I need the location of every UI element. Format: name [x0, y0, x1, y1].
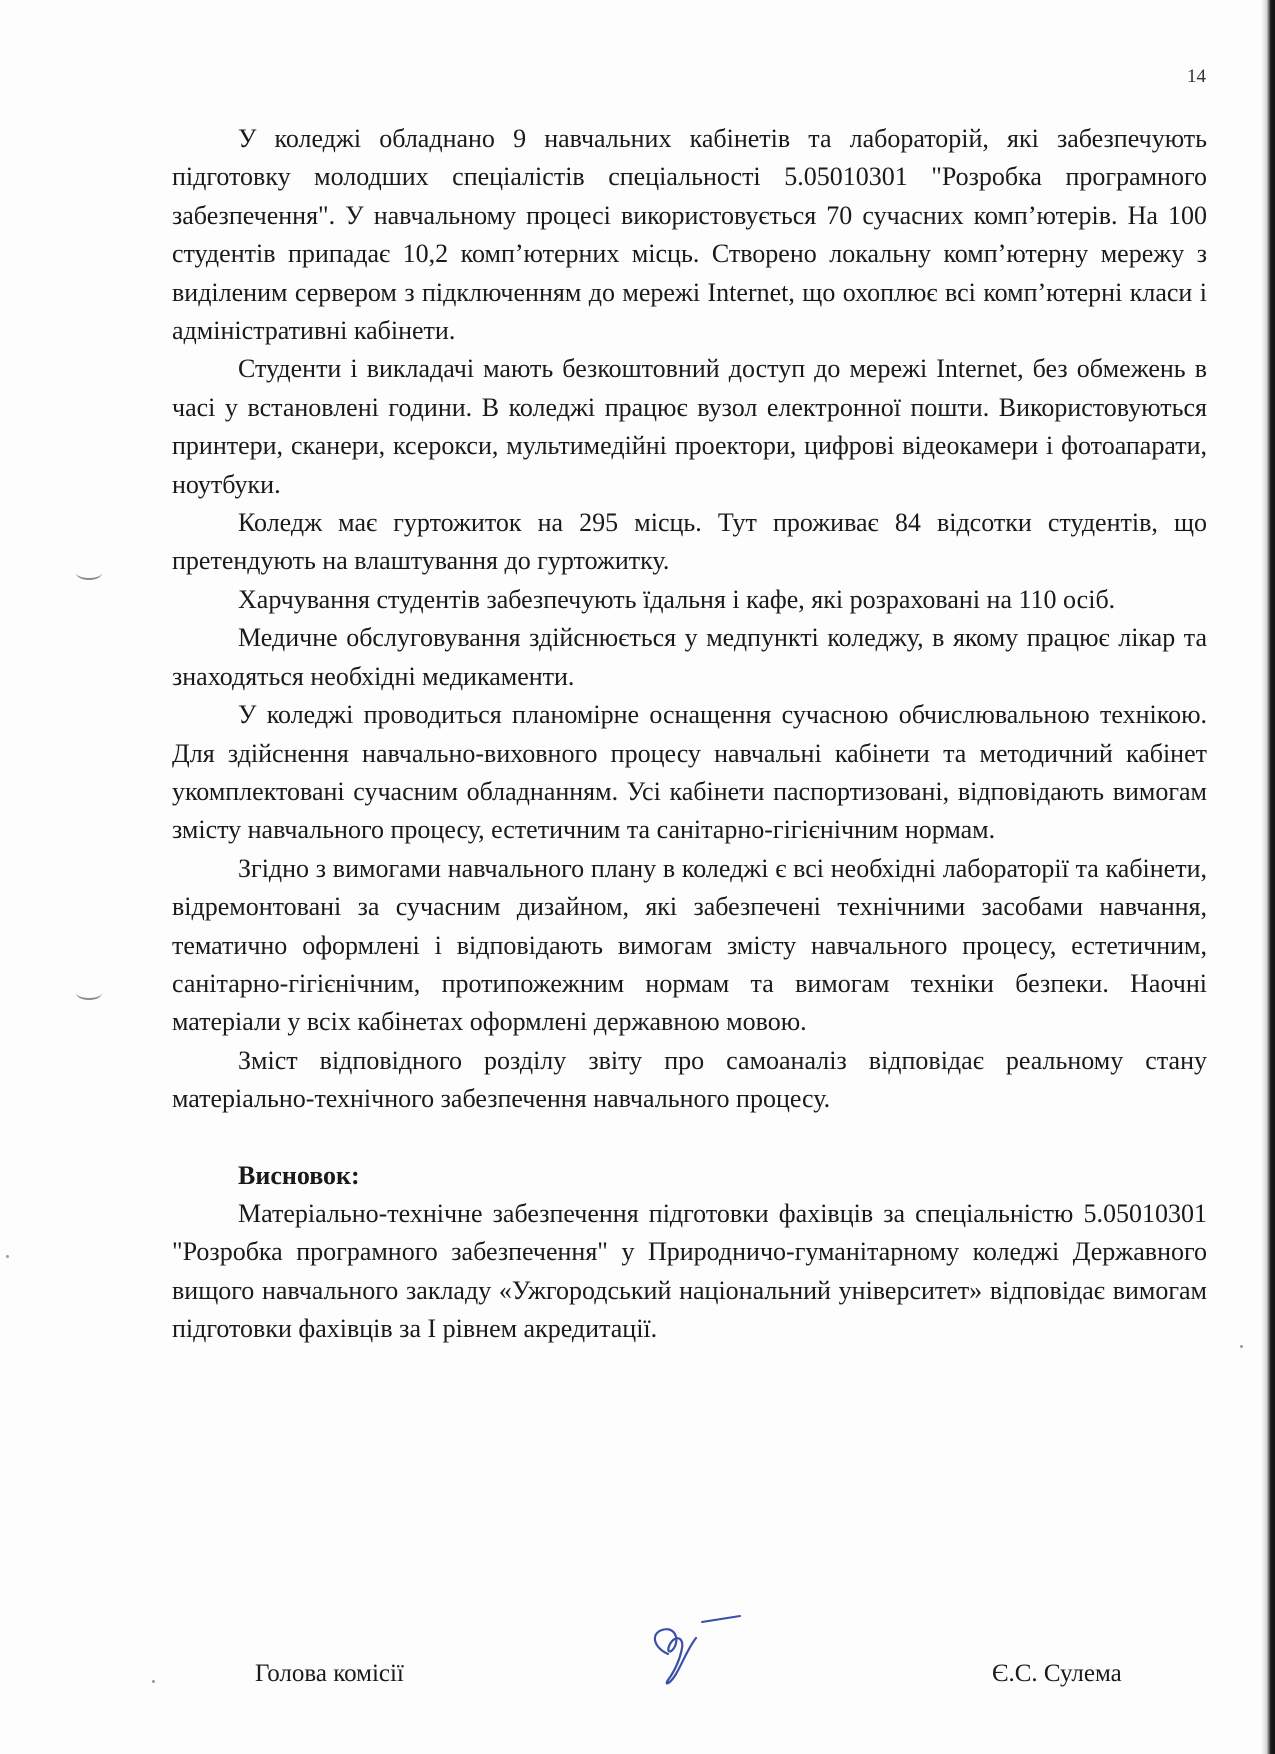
scan-edge-shadow [1261, 0, 1275, 1754]
body-paragraph: Зміст відповідного розділу звіту про самоаналіз відповідає реальному стану матеріально-технічного забезпечення навчального процесу. [172, 1045, 1207, 1114]
body-paragraph: У коледжі обладнано 9 навчальних кабінетів та лабораторій, які забезпечують підготовку молодших спеціалістів спеціальності 5.05010301 "Розробка програмного забезпечення". У навчальному процесі використовується 70 сучасних комп’ютерів. На 100 студентів припадає 10,2 комп’ютерних місць. Створено локальну комп’ютерну мережу з виділеним сервером з підключенням до мережі Internet, що охоплює всі комп’ютерні класи і адміністративні кабінети. [172, 124, 1207, 346]
punch-hole-mark [76, 986, 102, 1000]
body-paragraph: Медичне обслуговування здійснюється у медпункті коледжу, в якому працює лікар та знаходяться необхідні медикаменти. [172, 623, 1207, 691]
conclusion-heading: Висновок: [238, 1160, 360, 1190]
body-paragraph: Згідно з вимогами навчального плану в коледжі є всі необхідні лабораторії та кабінети, відремонтовані за сучасним дизайном, які забезпечені технічними засобами навчання, тематично оформлені і відповідають вимогам змісту навчального процесу, естетичним, санітарно-гігієнічним, протипожежним нормам та вимогам техніки безпеки. Наочні матеріали у всіх кабінетах оформлені державною мовою. [172, 853, 1207, 1037]
body-paragraph: Коледж має гуртожиток на 295 місць. Тут проживає 84 відсотки студентів, що претендують на влаштування до гуртожитку. [172, 508, 1207, 576]
document-body [172, 120, 1207, 1349]
punch-hole-mark [76, 566, 102, 580]
page-number: 14 [1187, 66, 1206, 87]
scan-speck [1240, 1345, 1243, 1348]
scan-speck [152, 1680, 155, 1683]
handwritten-signature [640, 1608, 760, 1688]
scan-speck [6, 1255, 9, 1258]
body-paragraph: У коледжі проводиться планомірне оснащення сучасною обчислювальною технікою. Для здійснення навчально-виховного процесу навчальні кабінети та методичний кабінет укомплектовані сучасним обладнанням. Усі кабінети паспортизовані, відповідають вимогам змісту навчального процесу, естетичним та санітарно-гігієнічним нормам. [172, 700, 1207, 845]
conclusion-paragraph: Матеріально-технічне забезпечення підготовки фахівців за спеціальністю 5.05010301 "Розробка програмного забезпечення" у Природничо-гуманітарному коледжі Державного вищого навчального закладу «Ужгородський національний університет» відповідає вимогам підготовки фахівців за І рівнем акредитації. [172, 1198, 1207, 1344]
commission-head-label: Голова комісії [255, 1660, 404, 1687]
body-paragraph: Студенти і викладачі мають безкоштовний доступ до мережі Internet, без обмежень в часі у встановлені години. В коледжі працює вузол електронної пошти. Використовуються принтери, сканери, ксерокси, мультимедійні проектори, цифрові відеокамери і фотоапарати, ноутбуки. [172, 354, 1207, 499]
body-paragraph: Харчування студентів забезпечують їдальня і кафе, які розраховані на 110 осіб. [238, 584, 1116, 614]
commission-head-name: Є.С. Сулема [992, 1660, 1122, 1687]
